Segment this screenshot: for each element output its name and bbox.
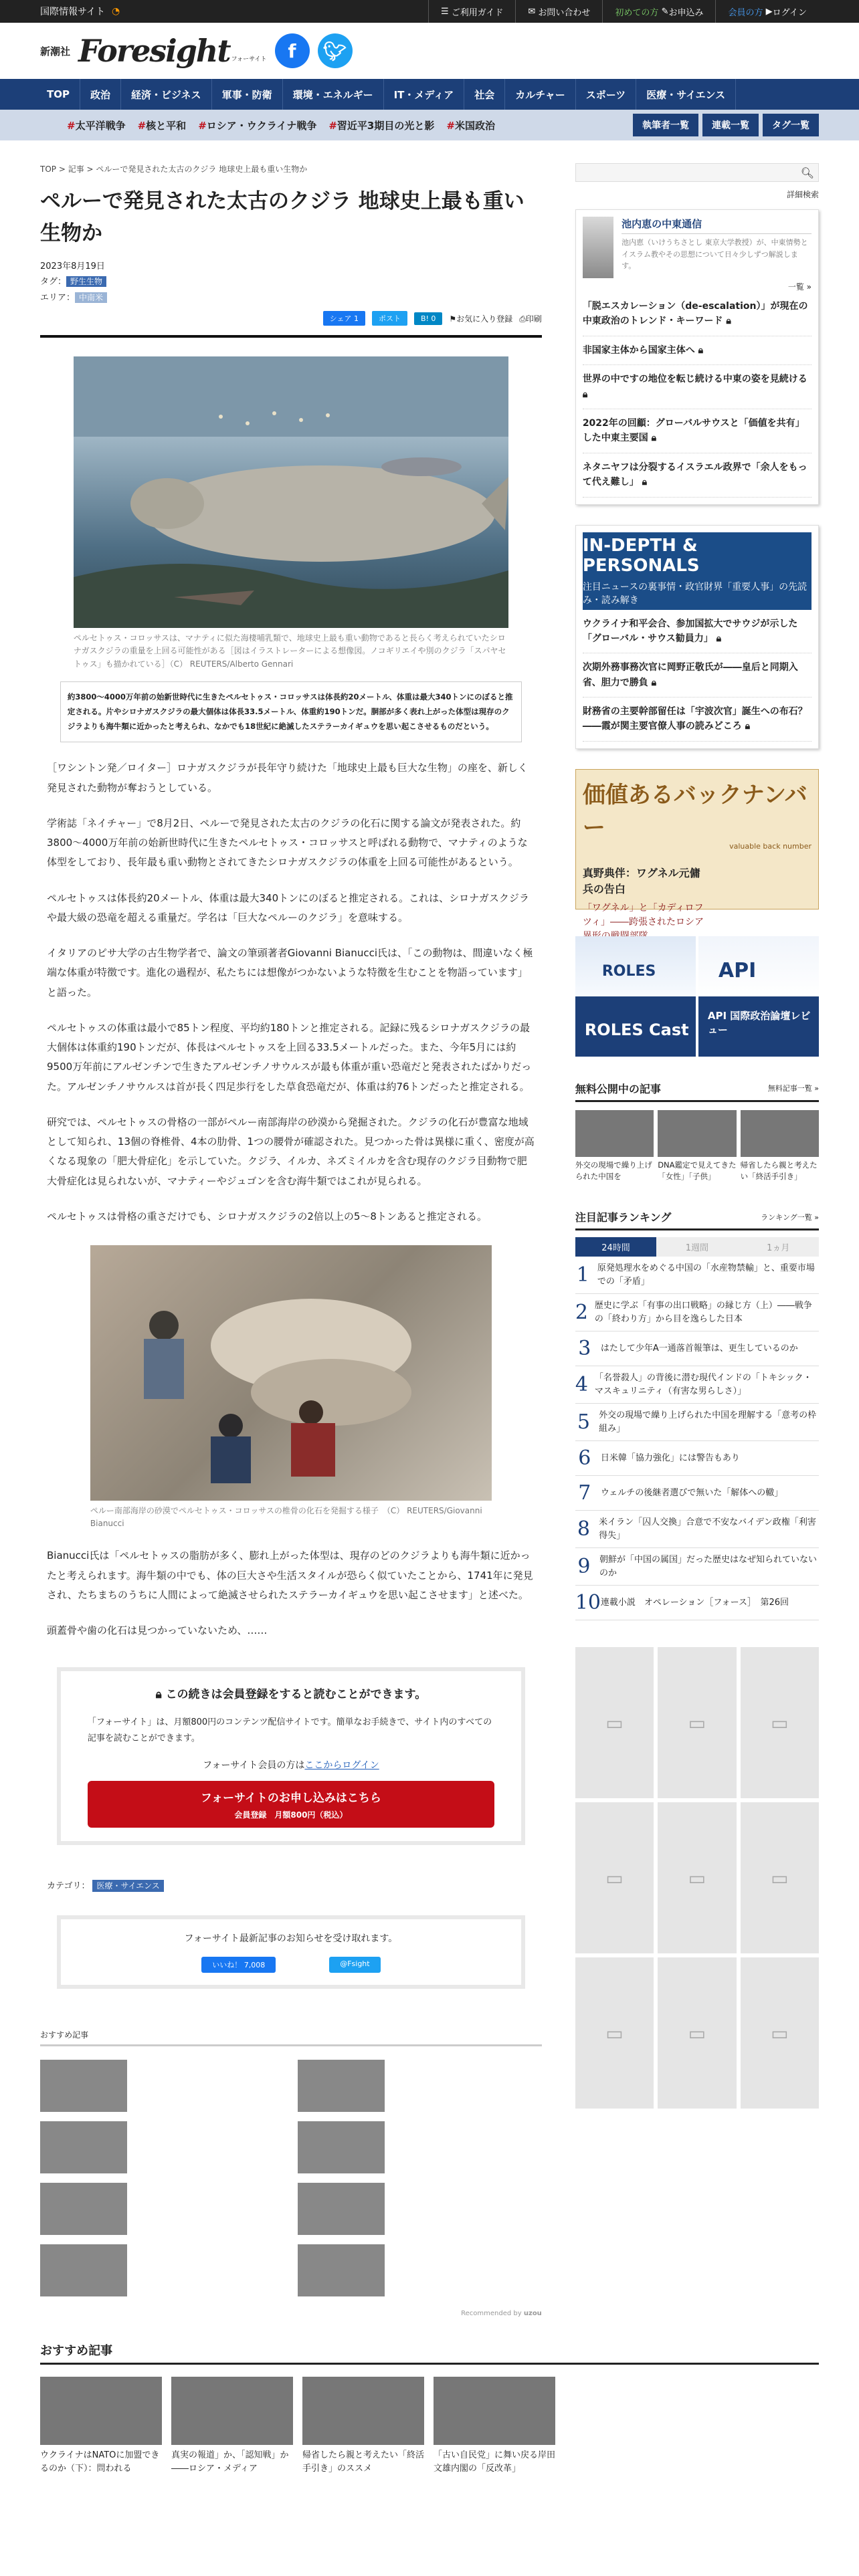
ranking-row[interactable]	[575, 1404, 819, 1441]
rank-number: 10	[575, 1591, 601, 1615]
area-pill[interactable]: 中南米	[75, 292, 107, 303]
column-desc: 池内恵（いけうちさとし 東京大学教授）が、中東情勢とイスラム教やその思想について日々少しずつ解説します。	[622, 238, 808, 271]
rank-title: 連載小説 オペレーション［フォース］ 第26回	[600, 1598, 789, 1608]
nav-item[interactable]: カルチャー	[505, 79, 576, 110]
indepth-banner[interactable]: IN-DEPTH & PERSONALS 注目ニュースの裏事情・政官財界「重要人事」の先読み・読み解き	[583, 532, 812, 610]
recommended-item[interactable]	[298, 2244, 542, 2296]
nav-item[interactable]: IT・メディア	[384, 79, 465, 110]
osusume-title: 真実の報道」か、「認知戦」か――ロシア・メディア	[171, 2450, 289, 2474]
contact-link[interactable]: ✉ お問い合わせ	[515, 0, 602, 23]
ranking-header: 注目記事ランキング ランキング一覧 »	[575, 1209, 819, 1230]
free-thumb	[658, 1110, 736, 1157]
paragraph: イタリアのピサ大学の古生物学者で、論文の筆頭著者Giovanni Bianucci氏は、「この動物は、間違いなく極端な体重が特徴です。進化の過程が、私たちには想像がつかないような特徴を生むことを物語っています」と語った。	[47, 947, 533, 998]
caption: ペルセトゥス・コロッサスは、マナティに似た海棲哺乳類で、地球史上最も重い動物であると長らく考えられていたシロナガスクジラの重量を上回る可能性がある［図はイラストレーターによる想像図。ノコギリエイや別のクジラ「スパヤセトゥス」も描かれている］（C） REUTERS/Alberto Gennari	[73, 633, 506, 669]
ad-placeholder-icon[interactable]: ▭	[658, 1957, 736, 2109]
subnav-tag[interactable]: #米国政治	[446, 119, 495, 132]
print-button[interactable]: ⎙印刷	[519, 314, 542, 324]
follow-box: フォーサイト最新記事のお知らせを受け取れます。 いいね！ 7,008 @Fsight	[57, 1915, 525, 1989]
tag-pill[interactable]: 野生生物	[66, 276, 106, 287]
rank-number: 7	[578, 1481, 591, 1505]
ad-placeholder-icon[interactable]: ▭	[741, 1802, 819, 1953]
ad-placeholder-icon[interactable]: ▭	[575, 1802, 654, 1953]
ranking-row[interactable]	[575, 1331, 819, 1366]
site-header	[0, 23, 859, 79]
recommended-mark: Recommended by uzou	[461, 2310, 542, 2318]
hatena-bookmark-button[interactable]: B! 0	[414, 312, 442, 325]
backnumber-banner[interactable]: 価値あるバックナンバー valuable back number 真野典伴：ワグネル元傭兵の告白 「ワグネル」と「カディロフツィ」――跨張されたロシア	[575, 769, 819, 909]
apply-link[interactable]: 初めての方 ✎ お申込み	[602, 0, 715, 23]
publish-date: 2023年8月19日	[40, 261, 105, 272]
free-thumb	[575, 1110, 654, 1157]
osusume-title: おすすめ記事	[40, 2341, 819, 2365]
recommended-thumb	[298, 2244, 385, 2296]
osusume-thumb	[434, 2377, 555, 2445]
paragraph: 研究では、ペルセトゥスの骨格の一部がペルー南部海岸の砂漠から発掘された。クジラの化石が豊富な地域として知られ、13個の脊椎骨、4本の肋骨、1つの腰骨が確認された。見つかった骨は異様に重く、密度が高くなる現象の「肥大骨症化」を示していた。クジラ、イルカ、ネズミイルカを含む現存のクジラ目動物で肥大骨症化は見られないが、マナティーやジュゴンを含む海牛類ではこれが見られる。	[47, 1115, 535, 1187]
ad-placeholder-icon[interactable]: ▭	[575, 1647, 654, 1798]
rank-title: 日米韓「協力強化」には警告もあり	[600, 1453, 740, 1464]
rank-number: 9	[577, 1555, 591, 1579]
column-title[interactable]: 池内恵の中東通信	[622, 217, 812, 234]
article-column	[40, 163, 542, 2317]
nav-item[interactable]: 医療・サイエンス	[636, 79, 736, 110]
caption: ペルー南部海岸の砂漠でペルセトゥス・コロッサスの椎骨の化石を発掘する様子 （C） REUTERS/Giovanni Bianucci	[90, 1506, 482, 1529]
indepth-item[interactable]: ウクライナ和平会合、参加国拡大でサウジが示した「グローバル・サウス勧員力」 🔒︎	[583, 610, 812, 654]
rank-title: 米イラン「囚人交換」合意で不安なバイデン政権「利害得失」	[599, 1517, 816, 1541]
tab-month[interactable]: 1ヵ月	[738, 1237, 819, 1257]
osusume-item[interactable]	[434, 2377, 555, 2475]
ad-placeholder-icon[interactable]: ▭	[741, 1957, 819, 2109]
free-title: 帰省したら親と考えたい「終活手引き」	[740, 1160, 818, 1182]
paragraph: Bianucci氏は「ペルセトゥスの脂肪が多く、膨れ上がった体型は、現存のどのクジラよりも海牛類に近かったと考えられます。海牛類の中でも、体の巨大さや生活スタイルが恐らく似ていたことから、1741年に発見され、たちまちのうちに人間によって絶滅させられたステラーカイギュウを思い起こさせます」と述べた。	[47, 1549, 533, 1601]
free-article[interactable]	[575, 1110, 654, 1183]
free-article[interactable]	[741, 1110, 819, 1183]
guide-link[interactable]: ☰ ご利用ガイド	[428, 0, 515, 23]
rank-title: 「名誉殺人」の背後に潜む現代インドの「トキシック・マスキュリニティ（有害な男らしさ）」	[594, 1373, 812, 1396]
osusume-thumb	[302, 2377, 424, 2445]
logo-sub: フォーサイト	[231, 56, 267, 63]
recommended-item[interactable]	[298, 2060, 542, 2112]
recommended-item[interactable]	[40, 2121, 284, 2173]
rank-title: はたして少年A一通落首報筆は、更生しているのか	[600, 1344, 798, 1354]
bookmark-icon: ⚑	[449, 314, 457, 324]
column-more-link[interactable]: 一覧 »	[787, 282, 812, 292]
rank-number: 2	[575, 1301, 588, 1325]
paragraph: ペルセトゥスは体長約20メートル、体重は最大340トンにのぼると推定される。これは、シロナガスクジラや最大級の恐竜を超える重量だ。学名は「巨大なペルーのクジラ」を意味する。	[47, 891, 529, 924]
bookmark-button[interactable]: ⚑お気に入り登録	[449, 314, 513, 324]
paragraph: ［ワシントン発／ロイター］ロナガスクジラが長年守り続けた「地球史上最も巨大な生物」の座を、新しく発見された動物が奪おうとしている。	[47, 762, 528, 794]
utility-bar	[0, 0, 859, 23]
rank-title: ウェルチの後継者選びで無いた「解体への轍」	[600, 1488, 783, 1499]
paragraph: ペルセトゥスの体重は最小で85トン程度、平均約180トンと推定される。記録に残るシロナガスクジラの最大個体は体重約190トンだが、体長はペルセトゥスを上回る33.5メートルだった。また、今年5月には約9500万年前にアルゼンチンで生きたアルゼンチノサウルスが最も体重が重い恐竜だと発表されたばかりだった。アルゼンチノサウルスは首が長く四足歩行をした草食恐竜だが、体重は約76トンだったと推定される。	[47, 1021, 532, 1093]
column-item[interactable]: 非国家主体から国家主体へ 🔒︎	[583, 336, 812, 365]
facebook-icon[interactable]: f	[275, 33, 310, 68]
roles-api-banners	[575, 936, 819, 1057]
nav-item[interactable]: 経済・ビジネス	[121, 79, 212, 110]
sidebar	[575, 163, 819, 2317]
sub-nav	[0, 110, 859, 140]
breadcrumb[interactable]: TOP > 記事 > ペルーで発見された太古のクジラ 地球史上最も重い生物か	[40, 165, 308, 174]
rank-number: 3	[578, 1337, 591, 1361]
category-row: カテゴリ： 医療・サイエンス	[40, 1879, 542, 1891]
indepth-card	[575, 525, 819, 749]
osusume-section	[0, 2341, 859, 2475]
osusume-thumb	[171, 2377, 293, 2445]
column-item[interactable]: 2022年の回顧：グローバルサウスと「価値を共有」した中東主要国 🔒︎	[583, 409, 812, 453]
ranking-row[interactable]	[575, 1294, 819, 1331]
rank-number: 8	[577, 1517, 591, 1541]
column-item[interactable]: ネタニヤフは分裂するイスラエル政界で「余人をもって代え難し」 🔒︎	[583, 453, 812, 498]
api-banner[interactable]: API API 国際政治論壇レビュー	[698, 936, 819, 1057]
subnav-tag[interactable]: #習近平3期目の光と影	[328, 119, 435, 132]
osusume-item[interactable]	[302, 2377, 424, 2475]
nav-item[interactable]: TOP	[40, 79, 80, 110]
paragraph: 頭蓋骨や歯の化石は見つかっていないため、……	[47, 1624, 268, 1637]
osusume-thumb	[40, 2377, 162, 2445]
tab-week[interactable]: 1週間	[656, 1237, 737, 1257]
osusume-item[interactable]	[40, 2377, 162, 2475]
rank-title: 歴史に学ぶ「有事の出口戦略」の縁じ方（上）――戦争の「終わり方」から目を逸らした日本	[594, 1301, 812, 1324]
login-link[interactable]: 会員の方 ▶ ログイン	[715, 0, 819, 23]
paragraph: 学術誌「ネイチャー」で8月2日、ペルーで発見された太古のクジラの化石に関する論文が発表された。約3800～4000万年前の始新世時代に生きたペルセトゥス・コロッサスと呼ばれる動物で、マナティのような体型をしており、長年最も重い動物とされてきたシロナガスクジラの体重を上回る可能性があるという。	[47, 817, 528, 869]
figure-excavation	[90, 1245, 492, 1530]
facebook-like-button[interactable]: いいね！ 7,008	[201, 1957, 276, 1973]
recommended-grid	[40, 2060, 542, 2296]
ranking-more[interactable]: ランキング一覧 »	[761, 1212, 819, 1222]
twitter-share-button[interactable]: ポスト	[372, 311, 407, 326]
lock-icon: 🔒︎	[155, 1688, 162, 1702]
subscribe-button[interactable]: フォーサイトのお申し込みはこちら 会員登録 月額800円（税込）	[88, 1781, 494, 1828]
publisher-label: 新潮社	[40, 45, 71, 58]
ad-grid	[575, 1647, 819, 2109]
twitter-icon[interactable]: 🐦︎	[318, 33, 353, 68]
ranking-row[interactable]	[575, 1476, 819, 1511]
ranking-row[interactable]	[575, 1548, 819, 1586]
main-nav	[0, 79, 859, 110]
recommended-thumb	[40, 2244, 127, 2296]
category-pill[interactable]: 医療・サイエンス	[92, 1880, 163, 1892]
search-input[interactable]	[575, 163, 819, 182]
rank-number: 4	[575, 1373, 588, 1397]
rank-title: 原発処理水をめぐる中国の「水産物禁輸」と、重要市場での「矛盾」	[597, 1263, 815, 1287]
ad-placeholder-icon[interactable]: ▭	[658, 1647, 736, 1798]
share-bar	[40, 311, 542, 326]
twitter-follow-button[interactable]: @Fsight	[329, 1957, 380, 1973]
subnav-button[interactable]: タグ一覧	[763, 114, 819, 136]
rank-title: 外交の現場で繰り上げられた中国を理解する「意考の枠組み」	[599, 1410, 817, 1434]
recommended-thumb	[298, 2183, 385, 2235]
article-meta: 2023年8月19日 タグ： 野生生物 エリア： 中南米	[40, 259, 542, 306]
nav-item[interactable]: 社会	[464, 79, 505, 110]
recommended-thumb	[40, 2121, 127, 2173]
free-articles-more[interactable]: 無料記事一覧 »	[767, 1084, 819, 1093]
nav-item[interactable]: 政治	[80, 79, 121, 110]
paragraph: ペルセトゥスは骨格の重さだけでも、シロナガスクジラの2倍以上の5～8トンあると推定される。	[47, 1210, 487, 1222]
ranking-tabs	[575, 1237, 819, 1257]
free-thumb	[741, 1110, 819, 1157]
ranking-row[interactable]	[575, 1511, 819, 1548]
subnav-button[interactable]: 連載一覧	[702, 114, 759, 136]
recommended-item[interactable]	[40, 2183, 284, 2235]
nav-item[interactable]: 環境・エネルギー	[283, 79, 384, 110]
tab-24h[interactable]: 24時間	[575, 1237, 656, 1257]
figure-whale	[74, 356, 508, 671]
reco-header: おすすめ記事	[40, 2029, 542, 2046]
subnav-tag[interactable]: #太平洋戦争	[67, 119, 126, 132]
ranking-row[interactable]	[575, 1257, 819, 1294]
page-title: ペルーで発見された太古のクジラ 地球史上最も重い生物か	[40, 189, 524, 246]
recommended-thumb	[298, 2121, 385, 2173]
divider	[40, 335, 542, 338]
whale-illustration	[74, 356, 508, 628]
osusume-item[interactable]	[171, 2377, 293, 2475]
rank-number: 6	[578, 1446, 591, 1471]
site-label: 国際情報サイト	[40, 7, 106, 17]
login-prompt: フォーサイト会員の方はここからログイン	[203, 1760, 379, 1772]
subnav-button[interactable]: 執筆者一覧	[633, 114, 698, 136]
column-card	[575, 209, 819, 505]
search-icon: 🔍︎	[800, 166, 814, 179]
free-articles-header: 無料公開中の記事 無料記事一覧 »	[575, 1081, 819, 1102]
article-body-continued	[40, 1546, 542, 1640]
ranking-row[interactable]	[575, 1441, 819, 1476]
osusume-title: 「古い自民党」に舞い戻る岸田文雄内閣の「反改革」	[434, 2450, 556, 2474]
column-item[interactable]: 世界の中ですの地位を転じ続ける中東の姿を見続ける 🔒︎	[583, 365, 812, 409]
recommended-thumb	[40, 2183, 127, 2235]
ranking-row[interactable]	[575, 1586, 819, 1620]
nav-item[interactable]: 軍事・防衛	[212, 79, 283, 110]
rank-number: 1	[576, 1263, 589, 1287]
recommended-item[interactable]	[40, 2060, 284, 2112]
recommended-item[interactable]	[298, 2121, 542, 2173]
ad-placeholder-icon[interactable]: ▭	[741, 1647, 819, 1798]
rank-number: 5	[577, 1410, 590, 1434]
recommended-thumb	[40, 2060, 127, 2112]
free-title: 外交の現場で繰り上げられた中国を	[575, 1160, 652, 1182]
facebook-share-button[interactable]: シェア 1	[323, 311, 365, 326]
login-link[interactable]: ここからログイン	[304, 1760, 379, 1772]
ranking-list	[575, 1257, 819, 1620]
rank-title: 朝鮮が「中国の属国」だった歴史はなぜ知られていないのか	[599, 1555, 817, 1578]
site-logo[interactable]: Foresight	[78, 33, 230, 69]
indepth-item[interactable]: 次期外務事務次官に岡野正敬氏が――皇后と同期入省、胆力で勝負 🔒︎	[583, 653, 812, 697]
author-photo	[583, 217, 613, 278]
subnav-tag[interactable]: #ロシア・ウクライナ戦争	[198, 119, 317, 132]
rss-icon[interactable]: ◔	[112, 6, 120, 17]
recommended-item[interactable]	[40, 2244, 284, 2296]
nav-item[interactable]: スポーツ	[576, 79, 636, 110]
article-body	[40, 758, 542, 1226]
free-article[interactable]	[658, 1110, 736, 1183]
column-item[interactable]: 「脱エスカレーション（de-escalation）」が現在の中東政治のトレンド・キーワード 🔒︎	[583, 292, 812, 336]
free-title: DNA鑑定で見えてきた「女性」「子供」	[658, 1160, 737, 1182]
recommended-item[interactable]	[298, 2183, 542, 2235]
print-icon: ⎙	[519, 314, 526, 324]
osusume-title: ウクライナはNATOに加盟できるのか（下）：問われる	[40, 2450, 160, 2474]
indepth-item[interactable]: 財務省の主要幹部留任は「宇波次官」誕生への布石？――霞が関主要官僚人事の読みどころ 🔒︎	[583, 697, 812, 742]
advanced-search-link[interactable]: 詳細検索	[786, 190, 819, 199]
paywall-box: 🔒︎ この続きは会員登録をすると読むことができます。 「フォーサイト」は、月額800円のコンテンツ配信サイトです。簡単なお手続きで、サイト内のすべての記事を読むことができます。 フォーサイト会員の方はここからログイン フォーサイトのお申し込みはこちら 会員登録 月額800円（税込）	[57, 1667, 525, 1845]
ad-placeholder-icon[interactable]: ▭	[658, 1802, 736, 1953]
excavation-photo	[90, 1245, 492, 1501]
paywall-description: 「フォーサイト」は、月額800円のコンテンツ配信サイトです。簡単なお手続きで、サイト内のすべての記事を読むことができます。	[87, 1717, 492, 1743]
ad-placeholder-icon[interactable]: ▭	[575, 1957, 654, 2109]
roles-banner[interactable]: ROLES ROLES Cast	[575, 936, 696, 1057]
ranking-row[interactable]	[575, 1366, 819, 1404]
lead-summary: 約3800～4000万年前の始新世時代に生きたペルセトゥス・コロッサスは体長約20メートル、体重は最大340トンにのぼると推定される。片やシロナガスクジラの最大個体は体長33.5メートル、体重約190トンだ。胴部が多く表れ上がった体型は現存のクジラよりも海牛類に近かったと考えられ、なかでも18世紀に絶滅したステラーカイギュウを思い起こさせるものだという。	[60, 681, 522, 743]
subnav-tag[interactable]: #核と平和	[137, 119, 187, 132]
recommended-thumb	[298, 2060, 385, 2112]
osusume-title: 帰省したら親と考えたい「終活手引き」のススメ	[302, 2450, 425, 2474]
